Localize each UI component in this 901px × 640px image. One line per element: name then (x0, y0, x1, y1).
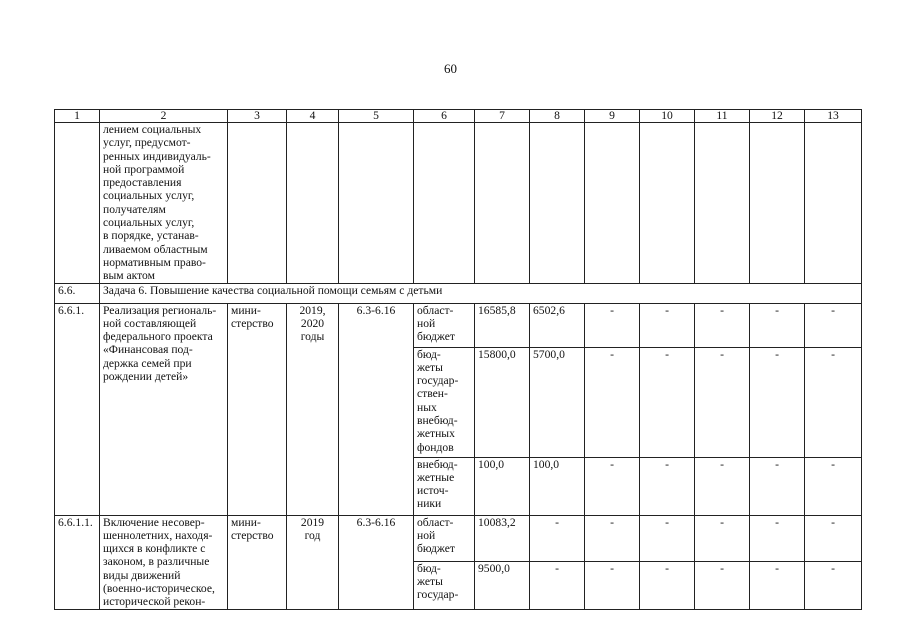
amount-2019: 100,0 (530, 457, 585, 515)
amount-year: - (750, 515, 805, 561)
column-number: 10 (640, 110, 695, 123)
funding-source: област- ной бюджет (414, 303, 475, 347)
table-row (55, 515, 862, 561)
column-number: 6 (414, 110, 475, 123)
column-number: 3 (228, 110, 287, 123)
amount-year: - (585, 561, 640, 609)
amount-total: 16585,8 (475, 303, 530, 347)
row-number: 6.6.1. (55, 303, 100, 515)
amount-year: - (695, 347, 750, 457)
amount-year: - (585, 457, 640, 515)
amount-year: - (805, 515, 862, 561)
amount-year: - (585, 347, 640, 457)
amount-year: - (695, 457, 750, 515)
amount-year: - (805, 303, 862, 347)
cell-empty (287, 123, 339, 284)
amount-year: - (805, 561, 862, 609)
measure-name: Реализация региональ- ной составляющей федерального проекта «Финансовая под- держка семей при рождении детей» (100, 303, 228, 515)
funding-source: внебюд- жетные источ- ники (414, 457, 475, 515)
cell-empty (640, 123, 695, 284)
amount-year: - (640, 515, 695, 561)
executor: мини- стерство (228, 515, 287, 609)
page-number: 60 (444, 61, 457, 76)
column-number: 5 (339, 110, 414, 123)
table-row (55, 303, 862, 347)
amount-total: 9500,0 (475, 561, 530, 609)
amount-2019: - (530, 515, 585, 561)
amount-year: - (640, 347, 695, 457)
continuation-row (55, 123, 862, 284)
task-row (55, 283, 862, 303)
column-number-row (55, 110, 862, 123)
indicators: 6.3-6.16 (339, 303, 414, 515)
amount-year: - (695, 515, 750, 561)
measure-name: Включение несовер- шеннолетних, находя- щихся в конфликте с законом, в различные виды движений (военно-историческое, исторической рекон- (100, 515, 228, 609)
amount-year: - (750, 303, 805, 347)
amount-year: - (750, 347, 805, 457)
column-number: 4 (287, 110, 339, 123)
cell-empty (585, 123, 640, 284)
cell-empty (55, 123, 100, 284)
cell-empty (805, 123, 862, 284)
cell-empty (695, 123, 750, 284)
cell-empty (530, 123, 585, 284)
amount-year: - (695, 303, 750, 347)
amount-year: - (805, 457, 862, 515)
amount-year: - (750, 457, 805, 515)
amount-year: - (585, 515, 640, 561)
indicators: 6.3-6.16 (339, 515, 414, 609)
amount-total: 100,0 (475, 457, 530, 515)
amount-total: 15800,0 (475, 347, 530, 457)
task-number: 6.6. (55, 283, 100, 303)
column-number: 1 (55, 110, 100, 123)
funding-source: бюд- жеты государ- ствен- ных внебюд- жетных фондов (414, 347, 475, 457)
task-title: Задача 6. Повышение качества социальной помощи семьям с детьми (100, 283, 862, 303)
column-number: 13 (805, 110, 862, 123)
continuation-text: лением социальных услуг, предусмот- ренных индивидуаль- ной программой предоставления социальных услуг, получателям социальных услуг, в порядке, устанав- ливаемом областным нормативным право- вым актом (100, 123, 228, 284)
funding-source: област- ной бюджет (414, 515, 475, 561)
cell-empty (475, 123, 530, 284)
column-number: 2 (100, 110, 228, 123)
amount-total: 10083,2 (475, 515, 530, 561)
amount-year: - (805, 347, 862, 457)
column-number: 12 (750, 110, 805, 123)
cell-empty (750, 123, 805, 284)
cell-empty (339, 123, 414, 284)
amount-2019: 5700,0 (530, 347, 585, 457)
cell-empty (228, 123, 287, 284)
amount-year: - (640, 457, 695, 515)
column-number: 7 (475, 110, 530, 123)
years: 2019, 2020 годы (287, 303, 339, 515)
years: 2019 год (287, 515, 339, 609)
program-table (54, 109, 862, 610)
amount-2019: - (530, 561, 585, 609)
row-number: 6.6.1.1. (55, 515, 100, 609)
amount-year: - (750, 561, 805, 609)
amount-year: - (585, 303, 640, 347)
column-number: 8 (530, 110, 585, 123)
column-number: 11 (695, 110, 750, 123)
amount-year: - (695, 561, 750, 609)
cell-empty (414, 123, 475, 284)
executor: мини- стерство (228, 303, 287, 515)
amount-2019: 6502,6 (530, 303, 585, 347)
amount-year: - (640, 303, 695, 347)
amount-year: - (640, 561, 695, 609)
column-number: 9 (585, 110, 640, 123)
funding-source: бюд- жеты государ- (414, 561, 475, 609)
